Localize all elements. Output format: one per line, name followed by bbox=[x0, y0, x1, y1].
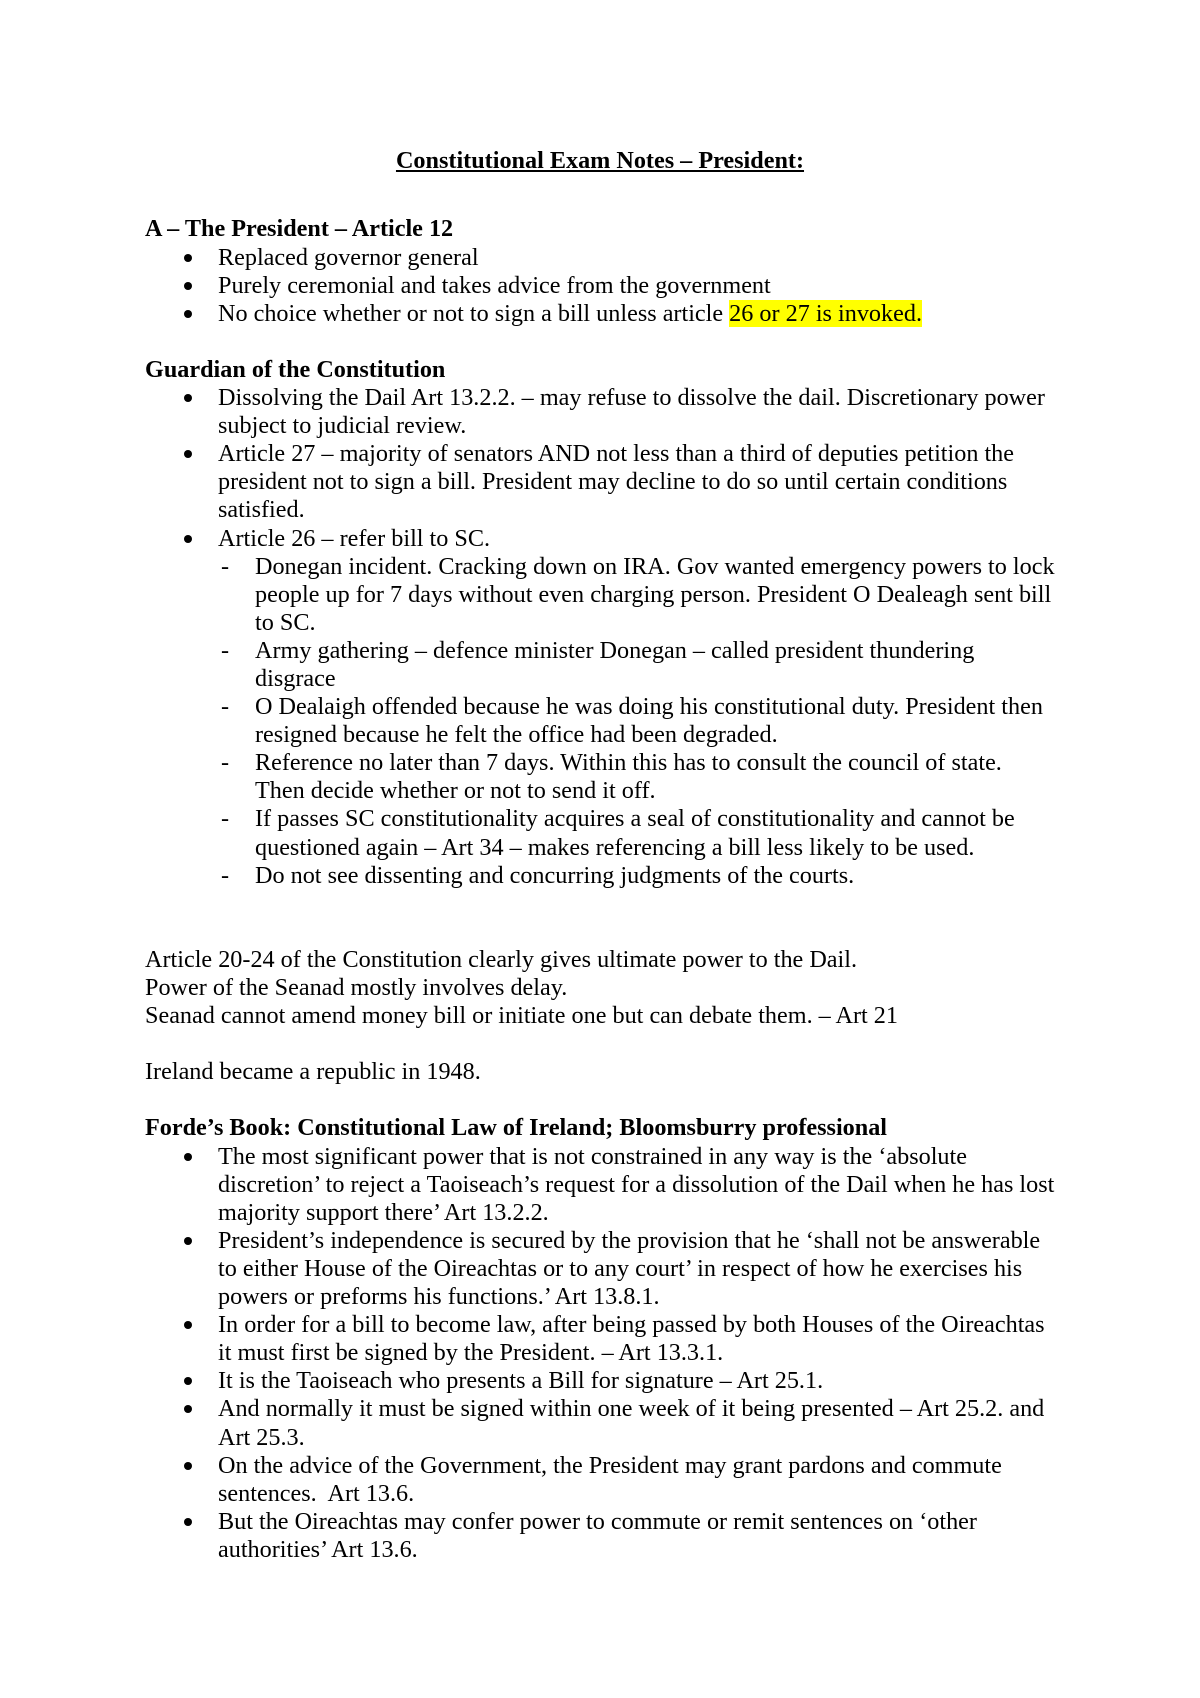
page-title: Constitutional Exam Notes – President: bbox=[395, 147, 805, 174]
bullet-item bbox=[145, 1508, 1055, 1564]
item-line: to SC. bbox=[255, 608, 316, 636]
item-line: disgrace bbox=[255, 664, 336, 692]
bullet-icon bbox=[184, 282, 192, 290]
bullet-icon bbox=[184, 1237, 192, 1245]
item-line: Then decide whether or not to send it off. bbox=[255, 777, 656, 805]
bullet-icon bbox=[184, 450, 192, 458]
item-line: resigned because he felt the office had been degraded. bbox=[255, 721, 778, 749]
item-line: powers or preforms his functions.’ Art 13.8.1. bbox=[218, 1283, 660, 1311]
item-line: But the Oireachtas may confer power to commute or remit sentences on ‘other bbox=[218, 1507, 977, 1535]
section-heading: Forde’s Book: Constitutional Law of Ireland; Bloomsburry professional bbox=[145, 1114, 888, 1142]
sub-list bbox=[145, 553, 1055, 890]
item-line: In order for a bill to become law, after being passed by both Houses of the Oireachtas bbox=[218, 1311, 1045, 1339]
bullet-icon bbox=[184, 254, 192, 262]
sub-item bbox=[145, 805, 1055, 861]
item-line: it must first be signed by the President. – Art 13.3.1. bbox=[218, 1339, 724, 1367]
item-line: It is the Taoiseach who presents a Bill for signature – Art 25.1. bbox=[218, 1367, 824, 1395]
item-line: president not to sign a bill. President may decline to do so until certain conditions bbox=[218, 468, 1008, 496]
item-line bbox=[218, 300, 1055, 328]
bullet-item bbox=[145, 300, 1055, 328]
item-line: Replaced governor general bbox=[218, 243, 479, 271]
bullet-item bbox=[145, 440, 1055, 524]
note-line: Article 20-24 of the Constitution clearly gives ultimate power to the Dail. bbox=[145, 945, 858, 973]
item-line: And normally it must be signed within one week of it being presented – Art 25.2. and bbox=[218, 1395, 1045, 1423]
notes-paragraph bbox=[145, 946, 1055, 1030]
bullet-icon bbox=[184, 1462, 192, 1470]
section-guardian bbox=[145, 356, 1055, 890]
item-line: sentences. Art 13.6. bbox=[218, 1479, 415, 1507]
sub-item bbox=[145, 749, 1055, 805]
item-line: Article 26 – refer bill to SC. bbox=[218, 524, 491, 552]
item-line: subject to judicial review. bbox=[218, 412, 467, 440]
item-line: On the advice of the Government, the President may grant pardons and commute bbox=[218, 1451, 1002, 1479]
item-line: discretion’ to reject a Taoiseach’s request for a dissolution of the Dail when he has lost bbox=[218, 1170, 1055, 1198]
section-heading: Guardian of the Constitution bbox=[145, 355, 446, 383]
bullet-icon bbox=[184, 1405, 192, 1413]
item-line: Do not see dissenting and concurring judgments of the courts. bbox=[255, 861, 855, 889]
section-heading: A – The President – Article 12 bbox=[145, 215, 454, 243]
section-president bbox=[145, 215, 1055, 327]
item-line: If passes SC constitutionality acquires a seal of constitutionality and cannot be bbox=[255, 805, 1015, 833]
item-line: Dissolving the Dail Art 13.2.2. – may refuse to dissolve the dail. Discretionary power bbox=[218, 384, 1045, 412]
note-line: Power of the Seanad mostly involves delay. bbox=[145, 974, 568, 1002]
bullet-icon bbox=[184, 394, 192, 402]
bullet-item bbox=[145, 525, 1055, 890]
bullet-item bbox=[145, 1452, 1055, 1508]
dash-marker: - bbox=[221, 693, 230, 721]
republic-paragraph bbox=[145, 1058, 1055, 1086]
item-line: Donegan incident. Cracking down on IRA. Gov wanted emergency powers to lock bbox=[255, 552, 1055, 580]
bullet-icon bbox=[184, 535, 192, 543]
bullet-item bbox=[145, 1311, 1055, 1367]
bullet-item bbox=[145, 1367, 1055, 1395]
dash-marker: - bbox=[221, 552, 230, 580]
highlighted-text: 26 or 27 is invoked. bbox=[729, 299, 922, 327]
item-line: Reference no later than 7 days. Within this has to consult the council of state. bbox=[255, 749, 1002, 777]
bullet-item bbox=[145, 1143, 1055, 1227]
item-line: authorities’ Art 13.6. bbox=[218, 1535, 418, 1563]
dash-marker: - bbox=[221, 749, 230, 777]
bullet-item bbox=[145, 384, 1055, 440]
sub-item bbox=[145, 693, 1055, 749]
section-forde bbox=[145, 1114, 1055, 1564]
note-line: Ireland became a republic in 1948. bbox=[145, 1058, 481, 1086]
bullet-icon bbox=[184, 1518, 192, 1526]
dash-marker: - bbox=[221, 861, 230, 889]
bullet-item bbox=[145, 1395, 1055, 1451]
item-line: questioned again – Art 34 – makes referencing a bill less likely to be used. bbox=[255, 833, 975, 861]
item-line: satisfied. bbox=[218, 496, 305, 524]
item-line: people up for 7 days without even charging person. President O Dealeagh sent bill bbox=[255, 580, 1052, 608]
bullet-item bbox=[145, 272, 1055, 300]
dash-marker: - bbox=[221, 805, 230, 833]
sub-item bbox=[145, 637, 1055, 693]
note-line: Seanad cannot amend money bill or initiate one but can debate them. – Art 21 bbox=[145, 1002, 898, 1030]
item-line: Article 27 – majority of senators AND not less than a third of deputies petition the bbox=[218, 440, 1015, 468]
sub-item bbox=[145, 553, 1055, 637]
bullet-icon bbox=[184, 1321, 192, 1329]
item-line: The most significant power that is not constrained in any way is the ‘absolute bbox=[218, 1142, 967, 1170]
bullet-item bbox=[145, 1227, 1055, 1311]
bullet-item bbox=[145, 244, 1055, 272]
item-line: Purely ceremonial and takes advice from the government bbox=[218, 271, 771, 299]
sub-item bbox=[145, 862, 1055, 890]
bullet-icon bbox=[184, 1153, 192, 1161]
dash-marker: - bbox=[221, 636, 230, 664]
item-line: Art 25.3. bbox=[218, 1423, 305, 1451]
item-text: No choice whether or not to sign a bill unless article bbox=[218, 299, 730, 327]
item-line: President’s independence is secured by the provision that he ‘shall not be answerable bbox=[218, 1226, 1041, 1254]
bullet-icon bbox=[184, 1377, 192, 1385]
item-line: to either House of the Oireachtas or to any court’ in respect of how he exercises his bbox=[218, 1254, 1023, 1282]
item-line: Army gathering – defence minister Donegan – called president thundering bbox=[255, 636, 975, 664]
item-line: majority support there’ Art 13.2.2. bbox=[218, 1198, 549, 1226]
document-body bbox=[145, 147, 1055, 1564]
bullet-icon bbox=[184, 310, 192, 318]
item-line: O Dealaigh offended because he was doing his constitutional duty. President then bbox=[255, 693, 1043, 721]
